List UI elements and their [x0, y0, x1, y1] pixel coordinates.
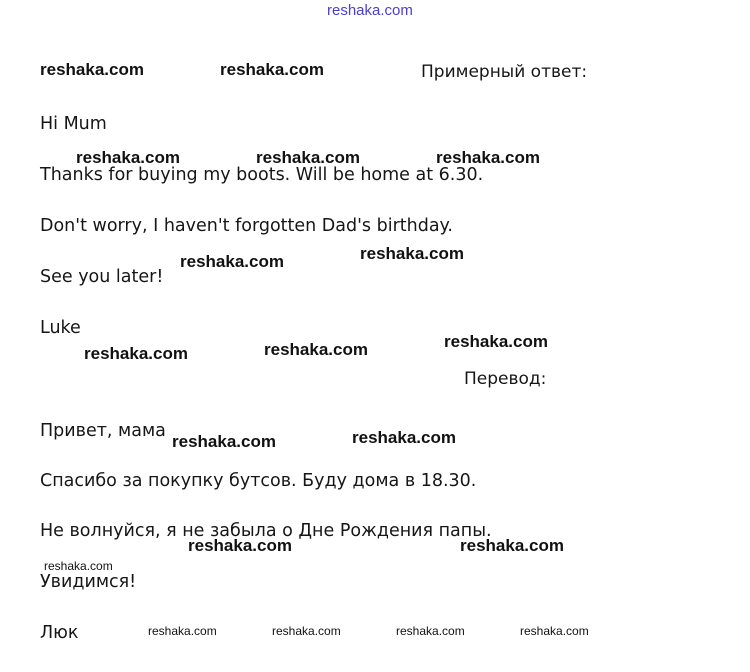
answer-line-see-you: See you later!	[40, 267, 164, 287]
translation-line-see-you: Увидимся!	[40, 572, 137, 592]
watermark: reshaka.com	[40, 60, 144, 79]
watermark: reshaka.com	[436, 148, 540, 167]
watermark: reshaka.com	[460, 536, 564, 555]
site-watermark-top: reshaka.com	[327, 2, 413, 19]
watermark-small: reshaka.com	[520, 624, 589, 638]
translation-line-signature: Люк	[40, 623, 79, 643]
watermark: reshaka.com	[220, 60, 324, 79]
watermark: reshaka.com	[84, 344, 188, 363]
answer-line-signature: Luke	[40, 318, 81, 338]
watermark-small: reshaka.com	[396, 624, 465, 638]
answer-heading: Примерный ответ:	[421, 62, 588, 82]
answer-line-greeting: Hi Mum	[40, 114, 107, 134]
translation-line-thanks: Спасибо за покупку бутсов. Буду дома в 18.30.	[40, 471, 477, 491]
watermark: reshaka.com	[172, 432, 276, 451]
translation-heading: Перевод:	[464, 369, 547, 389]
watermark: reshaka.com	[76, 148, 180, 167]
answer-line-thanks: Thanks for buying my boots. Will be home at 6.30.	[40, 165, 484, 185]
watermark-small: reshaka.com	[44, 559, 113, 573]
watermark: reshaka.com	[360, 244, 464, 263]
watermark: reshaka.com	[352, 428, 456, 447]
watermark: reshaka.com	[256, 148, 360, 167]
watermark: reshaka.com	[188, 536, 292, 555]
translation-line-greeting: Привет, мама	[40, 421, 166, 441]
watermark: reshaka.com	[264, 340, 368, 359]
translation-line-birthday: Не волнуйся, я не забыла о Дне Рождения папы.	[40, 521, 492, 541]
watermark: reshaka.com	[444, 332, 548, 351]
watermark-small: reshaka.com	[148, 624, 217, 638]
answer-line-birthday: Don't worry, I haven't forgotten Dad's birthday.	[40, 216, 453, 236]
watermark-small: reshaka.com	[272, 624, 341, 638]
watermark: reshaka.com	[180, 252, 284, 271]
